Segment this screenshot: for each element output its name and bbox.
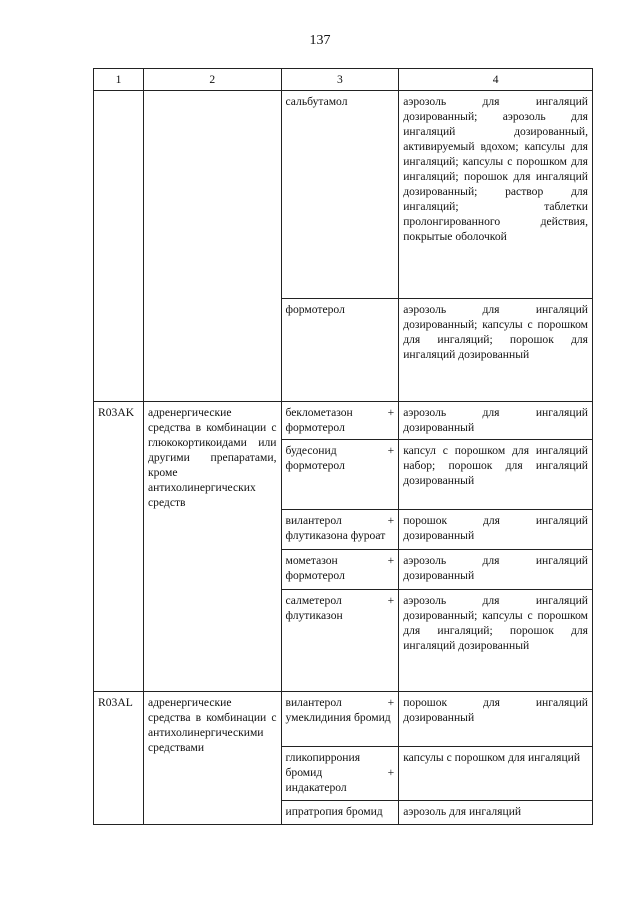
drug-name-cell: беклометазон + формотерол [281,402,399,440]
drug-name-cell: сальбутамол [281,91,399,299]
dosage-form-cell: аэрозоль для ингаляций дозированный; капсулы с порошком для ингаляций; порошок для ингаляций дозированный [399,299,593,402]
drug-name-cell: салметерол + флутиказон [281,590,399,692]
header-cell: 1 [94,69,144,91]
atc-code-cell [94,91,144,402]
table-row [94,402,593,440]
header-cell: 3 [281,69,399,91]
drug-table [93,68,593,825]
dosage-form-cell: порошок для ингаляций дозированный [399,692,593,747]
header-cell: 2 [144,69,282,91]
drug-name-cell: вилантерол + умеклидиния бромид [281,692,399,747]
dosage-form-cell: аэрозоль для ингаляций дозированный [399,402,593,440]
drug-name-cell: будесонид + формотерол [281,440,399,510]
header-cell: 4 [399,69,593,91]
drug-name-cell: гликопиррония бромид + индакатерол [281,747,399,801]
dosage-form-cell: аэрозоль для ингаляций дозированный [399,550,593,590]
dosage-form-cell: аэрозоль для ингаляций дозированный; аэрозоль для ингаляций дозированный, активируемый вдохом; капсулы для ингаляций; капсулы с порошком для ингаляций; порошок для ингаляций дозированный; раствор для ингаляций; таблетки пролонгированного действия, покрытые оболочкой [399,91,593,299]
table-header-row [94,69,593,91]
drug-name-cell: мометазон + формотерол [281,550,399,590]
dosage-form-cell: капсулы с порошком для ингаляций [399,747,593,801]
dosage-form-cell: капсул с порошком для ингаляций набор; порошок для ингаляций дозированный [399,440,593,510]
atc-code-cell: R03AL [94,692,144,825]
page-number: 137 [309,33,331,48]
table-row [94,91,593,299]
table-row [94,692,593,747]
drug-name-cell: формотерол [281,299,399,402]
dosage-form-cell: аэрозоль для ингаляций дозированный; капсулы с порошком для ингаляций; порошок для ингаляций дозированный [399,590,593,692]
dosage-form-cell: порошок для ингаляций дозированный [399,510,593,550]
atc-group-cell: адренергические средства в комбинации с антихолинергическими средствами [144,692,282,825]
atc-group-cell: адренергические средства в комбинации с глюкокортикоидами или другими препаратами, кроме антихолинергических средств [144,402,282,692]
dosage-form-cell: аэрозоль для ингаляций [399,801,593,825]
drug-name-cell: ипратропия бромид [281,801,399,825]
drug-name-cell: вилантерол + флутиказона фуроат [281,510,399,550]
atc-group-cell [144,91,282,402]
atc-code-cell: R03AK [94,402,144,692]
